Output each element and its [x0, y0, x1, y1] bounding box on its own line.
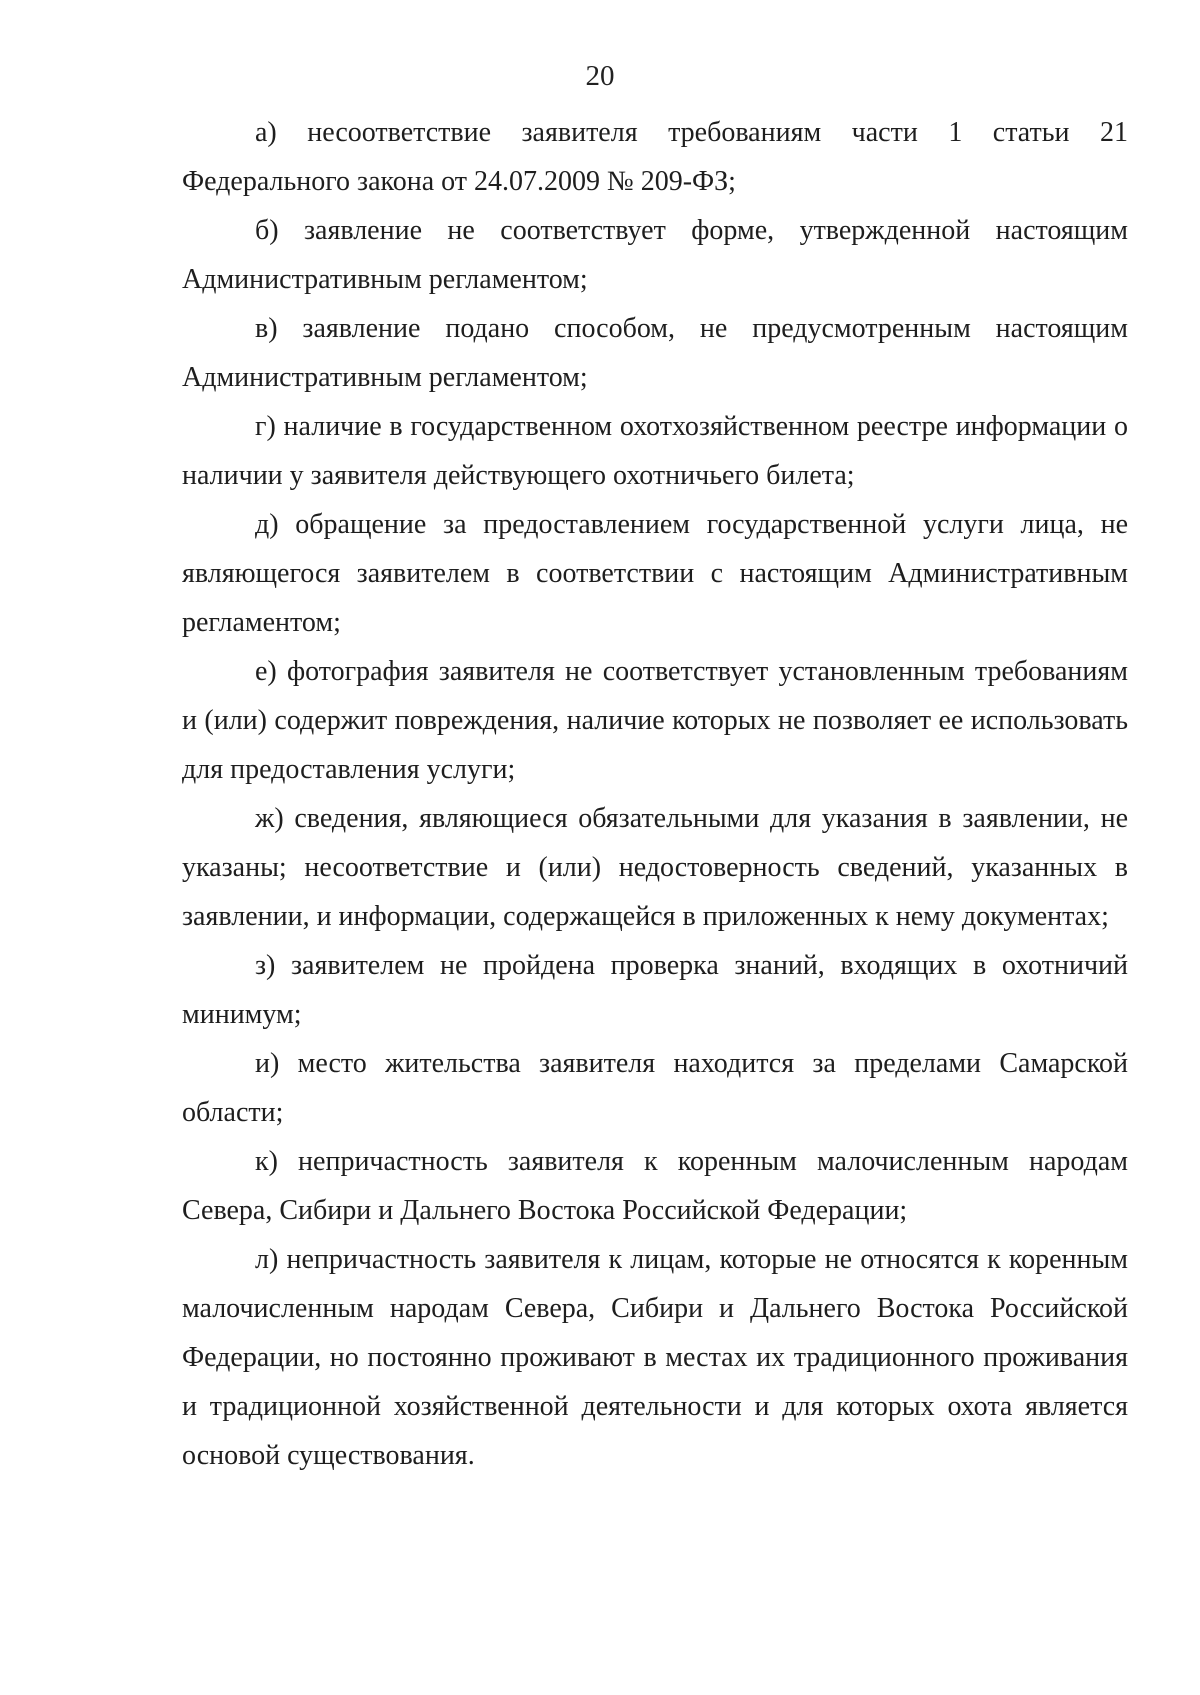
list-item-g: г) наличие в государственном охотхозяйственном реестре информации о наличии у заявителя действующего охотничьего билета;	[182, 411, 1128, 491]
list-item-zh: ж) сведения, являющиеся обязательными для указания в заявлении, не указаны; несоответствие и (или) недостоверность сведений, указанных в заявлении, и информации, содержащейся в приложенных к нему документах;	[182, 803, 1128, 932]
list-item-b: б) заявление не соответствует форме, утвержденной настоящим Административным регламентом;	[182, 215, 1128, 295]
list-item-e: е) фотография заявителя не соответствует установленным требованиям и (или) содержит повреждения, наличие которых не позволяет ее использовать для предоставления услуги;	[182, 656, 1128, 785]
list-item-l: л) непричастность заявителя к лицам, которые не относятся к коренным малочисленным народам Севера, Сибири и Дальнего Востока Российской Федерации, но постоянно проживают в местах их традиционного проживания и традиционной хозяйственной деятельности и для которых охота является основой существования.	[182, 1244, 1128, 1471]
list-item-d: д) обращение за предоставлением государственной услуги лица, не являющегося заявителем в соответствии с настоящим Административным регламентом;	[182, 509, 1128, 638]
list-item-a: а) несоответствие заявителя требованиям части 1 статьи 21 Федерального закона от 24.07.2009 № 209-ФЗ;	[182, 117, 1128, 197]
list-item-k: к) непричастность заявителя к коренным малочисленным народам Севера, Сибири и Дальнего Востока Российской Федерации;	[182, 1146, 1128, 1226]
list-item-z: з) заявителем не пройдена проверка знаний, входящих в охотничий минимум;	[182, 950, 1128, 1030]
grounds-list	[182, 108, 1128, 1480]
page-number: 20	[585, 60, 615, 92]
list-item-i: и) место жительства заявителя находится за пределами Самарской области;	[182, 1048, 1128, 1128]
list-item-v: в) заявление подано способом, не предусмотренным настоящим Административным регламентом;	[182, 313, 1128, 393]
